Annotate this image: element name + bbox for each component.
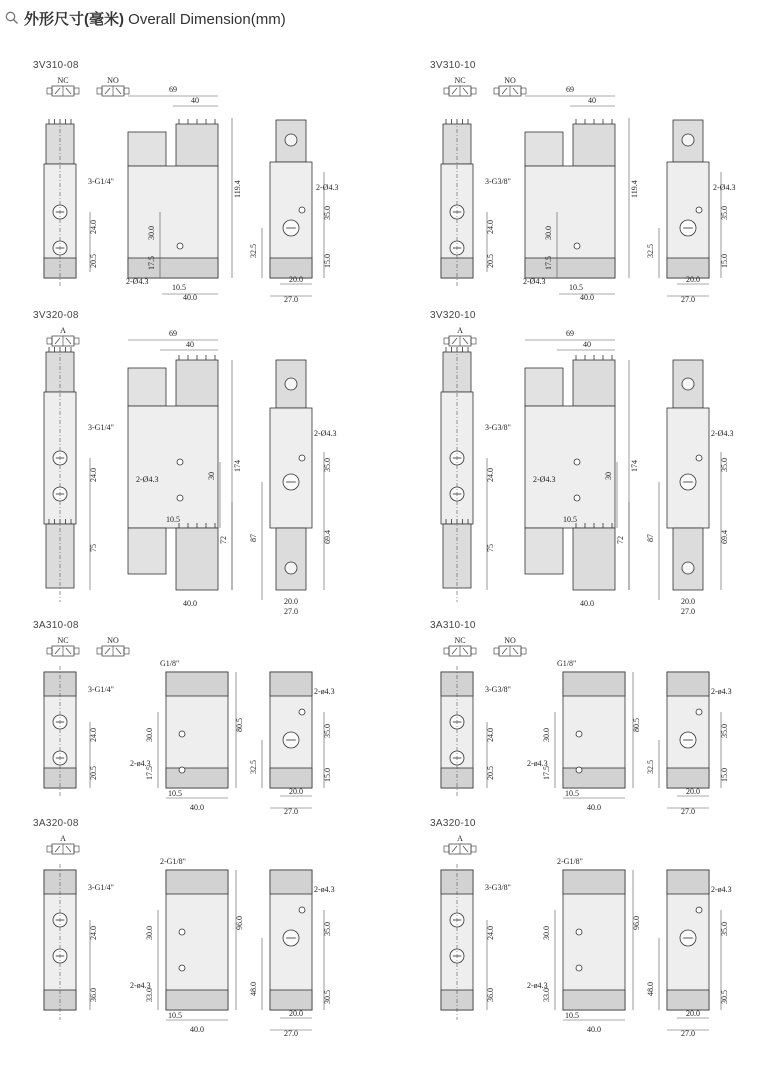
dim-label: 40.0 [580,293,594,302]
valve-symbol-label: A [457,834,463,843]
valve-symbol-label: NO [107,76,119,85]
dim-label: 20.0 [289,275,303,284]
dim-label: 24.0 [486,468,495,482]
valve-symbol-spring [47,648,52,654]
dim-label: 24.0 [486,728,495,742]
dim-label: 20.5 [89,254,98,268]
dim-label: 48.0 [646,982,655,996]
dim-label: 35.0 [323,724,332,738]
coil-cap [285,562,297,574]
hole-label: 2-Ø4.3 [314,429,337,438]
dim-label: 80.5 [235,718,244,732]
hole-label: 2-Ø4.3 [713,183,736,192]
valve-symbol-label: A [457,326,463,335]
body-block [525,406,615,528]
port-label: 3-G1/4" [88,685,114,694]
pilot-port-label: 2-G1/8" [160,857,186,866]
dim-label: 15.0 [323,768,332,782]
cap-block [563,672,625,696]
dim-label: 30.5 [720,990,729,1004]
coil-body [573,528,615,590]
dim-label: 20.0 [681,597,695,606]
dim-label: 17.5 [147,256,156,270]
port-label: 3-G3/8" [485,685,511,694]
dim-label: 33.0 [145,988,154,1002]
dim-label: 10.5 [166,515,180,524]
body-block [667,408,709,528]
dim-label: 20.5 [486,254,495,268]
dim-label: 35.0 [720,206,729,220]
dim-label: 10.5 [172,283,186,292]
valve-symbol-label: A [60,834,66,843]
model-label: 3V320-08 [33,310,79,321]
dim-label: 27.0 [284,295,298,304]
mount-hole [574,459,580,465]
base-block [166,990,228,1010]
valve-symbol-spring [444,88,449,94]
valve-symbol-label: NO [107,636,119,645]
hole-label: 2-Ø4.3 [136,475,159,484]
port-label: 3-G3/8" [485,423,511,432]
dim-label: 33.0 [542,988,551,1002]
connector-box [128,132,166,166]
cap-block [270,870,312,894]
cap-block [563,870,625,894]
coil-head [673,528,703,590]
dim-label: 24.0 [89,926,98,940]
dim-label: 10.5 [565,789,579,798]
base-block [166,768,228,788]
dim-label: 20.0 [289,1009,303,1018]
valve-symbol-label: NC [454,76,466,85]
cap-block [270,672,312,696]
hole-label: 2-ø4.3 [527,759,548,768]
dim-label: 69 [169,85,177,94]
mount-hole [576,731,582,737]
port-label: 3-G1/4" [88,883,114,892]
drawing-panel-3v310-08 [30,62,410,312]
drawing-panel-3v320-10 [427,310,765,616]
model-label: 3A310-10 [430,620,476,631]
coil-body [176,360,218,406]
dim-label: 30.0 [542,728,551,742]
dim-label: 119.4 [630,180,639,198]
model-label: 3A320-08 [33,818,79,829]
cap-block [166,672,228,696]
base-block [667,768,709,788]
dim-label: 40 [191,96,199,105]
valve-symbol-spring [47,338,52,344]
valve-symbol-spring [97,88,102,94]
dim-label: 75 [89,544,98,552]
dim-label: 87 [646,534,655,542]
dim-label: 27.0 [681,295,695,304]
valve-symbol-actuator [471,648,476,654]
dim-label: 20.0 [284,597,298,606]
dim-label: 20.0 [686,1009,700,1018]
valve-symbol-actuator [521,88,526,94]
mount-hole [576,965,582,971]
valve-symbol-spring [444,648,449,654]
port-label: 3-G1/4" [88,423,114,432]
drawing-svg [30,312,410,616]
dim-label: 17.5 [542,766,551,780]
dim-label: 17.5 [544,256,553,270]
port-label: 3-G3/8" [485,883,511,892]
dim-label: 174 [233,460,242,472]
valve-symbol-spring [47,846,52,852]
dim-label: 69 [169,329,177,338]
dim-label: 40.0 [183,293,197,302]
coil-body [176,124,218,166]
connector-box [525,132,563,166]
drawing-panel-3v320-08 [30,310,410,616]
dim-label: 27.0 [681,807,695,816]
hole-label: 2-Ø4.3 [523,277,546,286]
coil-body [573,360,615,406]
dim-label: 24.0 [89,220,98,234]
page-title [24,8,286,29]
dim-label: 87 [249,534,258,542]
mount-hole [179,965,185,971]
dim-label: 27.0 [681,607,695,616]
dim-label: 80.5 [632,718,641,732]
valve-symbol-actuator [74,338,79,344]
valve-symbol-label: NC [57,76,69,85]
dim-label: 15.0 [323,254,332,268]
dim-label: 20.0 [686,787,700,796]
hole-label: 2-Ø4.3 [126,277,149,286]
mount-hole [177,459,183,465]
connector-box [525,528,563,574]
dim-label: 40 [186,340,194,349]
mount-hole [299,207,305,213]
dim-label: 32.5 [646,760,655,774]
dim-label: 36.0 [89,988,98,1002]
dim-label: 40 [588,96,596,105]
mount-hole [299,455,305,461]
dim-label: 17.5 [145,766,154,780]
pilot-port-label: 2-G1/8" [557,857,583,866]
dim-label: 10.5 [168,1011,182,1020]
body-block [270,408,312,528]
valve-symbol-label: NC [454,636,466,645]
coil-cap [285,134,297,146]
hole-label: 2-Ø4.3 [316,183,339,192]
coil-cap [682,562,694,574]
mount-hole [696,907,702,913]
dim-label: 30 [604,472,613,480]
base-block [563,768,625,788]
base-block [270,768,312,788]
dim-label: 30.0 [147,226,156,240]
valve-symbol-spring [444,846,449,852]
mount-hole [576,929,582,935]
hole-label: 2-ø4.3 [130,981,151,990]
dim-label: 24.0 [486,926,495,940]
dim-label: 20.5 [89,766,98,780]
dim-label: 40.0 [183,599,197,608]
model-label: 3V310-10 [430,60,476,71]
dim-label: 96.0 [235,916,244,930]
coil-cap [682,134,694,146]
dim-label: 32.5 [249,244,258,258]
valve-symbol-spring [494,648,499,654]
hole-label: 2-ø4.3 [314,687,335,696]
page-title-cn: 外形尺寸(毫米) [24,11,124,28]
valve-symbol-label: A [60,326,66,335]
drawing-panel-3a320-10 [427,820,765,1070]
dim-label: 27.0 [284,1029,298,1038]
dim-label: 48.0 [249,982,258,996]
dim-label: 32.5 [646,244,655,258]
base-block [270,990,312,1010]
dim-label: 35.0 [720,724,729,738]
dim-label: 72 [219,536,228,544]
pilot-port-label: G1/8" [557,659,577,668]
connector-box [525,368,563,406]
mount-hole [574,243,580,249]
dim-label: 40.0 [190,1025,204,1034]
dim-label: 35.0 [720,458,729,472]
mount-hole [576,767,582,773]
dim-label: 40.0 [190,803,204,812]
valve-symbol-actuator [471,846,476,852]
drawing-svg [30,820,410,1070]
mount-hole [574,495,580,501]
dim-label: 24.0 [89,728,98,742]
hole-label: 2-ø4.3 [527,981,548,990]
dim-label: 20.5 [486,766,495,780]
dim-label: 30.0 [145,728,154,742]
dim-label: 36.0 [486,988,495,1002]
cap-block [667,870,709,894]
drawing-panel-3v310-10 [427,62,765,312]
dim-label: 40.0 [580,599,594,608]
dim-label: 30.5 [323,990,332,1004]
dim-label: 24.0 [89,468,98,482]
dim-label: 69.4 [323,530,332,544]
dim-label: 30.0 [145,926,154,940]
dim-label: 30 [207,472,216,480]
coil-body [176,528,218,590]
dim-label: 69 [566,329,574,338]
model-label: 3V320-10 [430,310,476,321]
cap-block [166,870,228,894]
hole-label: 2-ø4.3 [314,885,335,894]
base-block [563,990,625,1010]
mount-hole [696,455,702,461]
port-label: 3-G1/4" [88,177,114,186]
valve-symbol-actuator [471,88,476,94]
search-icon [5,11,19,25]
base-block [128,258,218,278]
dim-label: 174 [630,460,639,472]
drawing-panel-3a320-08 [30,820,410,1070]
dim-label: 40 [583,340,591,349]
valve-symbol-actuator [521,648,526,654]
valve-symbol-label: NC [57,636,69,645]
dim-label: 40.0 [587,803,601,812]
mount-hole [696,207,702,213]
model-label: 3A310-08 [33,620,79,631]
dim-label: 75 [486,544,495,552]
dim-label: 35.0 [323,922,332,936]
valve-symbol-actuator [471,338,476,344]
dim-label: 35.0 [720,922,729,936]
mount-hole [299,907,305,913]
dim-label: 15.0 [720,254,729,268]
dim-label: 10.5 [565,1011,579,1020]
cap-block [667,672,709,696]
base-block [667,990,709,1010]
dim-label: 10.5 [569,283,583,292]
valve-symbol-spring [494,88,499,94]
drawing-svg [427,312,765,616]
mount-hole [179,731,185,737]
dim-label: 10.5 [168,789,182,798]
coil-body [573,124,615,166]
dim-label: 27.0 [284,807,298,816]
model-label: 3V310-08 [33,60,79,71]
hole-label: 2-Ø4.3 [711,429,734,438]
mount-hole [696,709,702,715]
dim-label: 20.0 [289,787,303,796]
dim-label: 27.0 [681,1029,695,1038]
coil-head [276,528,306,590]
page-title-en: Overall Dimension(mm) [128,11,286,28]
dim-label: 30.0 [542,926,551,940]
valve-symbol-label: NO [504,636,516,645]
body-block [128,406,218,528]
dim-label: 35.0 [323,458,332,472]
hole-label: 2-ø4.3 [711,687,732,696]
valve-symbol-actuator [74,648,79,654]
dim-label: 40.0 [587,1025,601,1034]
dim-label: 72 [616,536,625,544]
coil-cap [682,378,694,390]
hole-label: 2-ø4.3 [711,885,732,894]
dim-label: 15.0 [720,768,729,782]
drawing-svg [427,820,765,1070]
page-header [0,0,765,40]
base-block [525,258,615,278]
valve-symbol-spring [444,338,449,344]
model-label: 3A320-10 [430,818,476,829]
valve-symbol-spring [47,88,52,94]
drawing-svg [30,62,410,312]
dim-label: 24.0 [486,220,495,234]
mount-hole [299,709,305,715]
connector-box [128,368,166,406]
dim-label: 119.4 [233,180,242,198]
connector-box [128,528,166,574]
mount-hole [179,767,185,773]
hole-label: 2-Ø4.3 [533,475,556,484]
dim-label: 69.4 [720,530,729,544]
dim-label: 30.0 [544,226,553,240]
dim-label: 35.0 [323,206,332,220]
dim-label: 10.5 [563,515,577,524]
mount-hole [179,929,185,935]
pilot-port-label: G1/8" [160,659,180,668]
dim-label: 69 [566,85,574,94]
valve-symbol-spring [97,648,102,654]
valve-symbol-actuator [74,846,79,852]
coil-cap [285,378,297,390]
dim-label: 27.0 [284,607,298,616]
valve-symbol-actuator [74,88,79,94]
mount-hole [177,243,183,249]
port-label: 3-G3/8" [485,177,511,186]
hole-label: 2-ø4.3 [130,759,151,768]
drawing-svg [427,62,765,312]
dim-label: 20.0 [686,275,700,284]
valve-symbol-actuator [124,88,129,94]
mount-hole [177,495,183,501]
valve-symbol-label: NO [504,76,516,85]
valve-symbol-actuator [124,648,129,654]
dim-label: 96.0 [632,916,641,930]
dim-label: 32.5 [249,760,258,774]
